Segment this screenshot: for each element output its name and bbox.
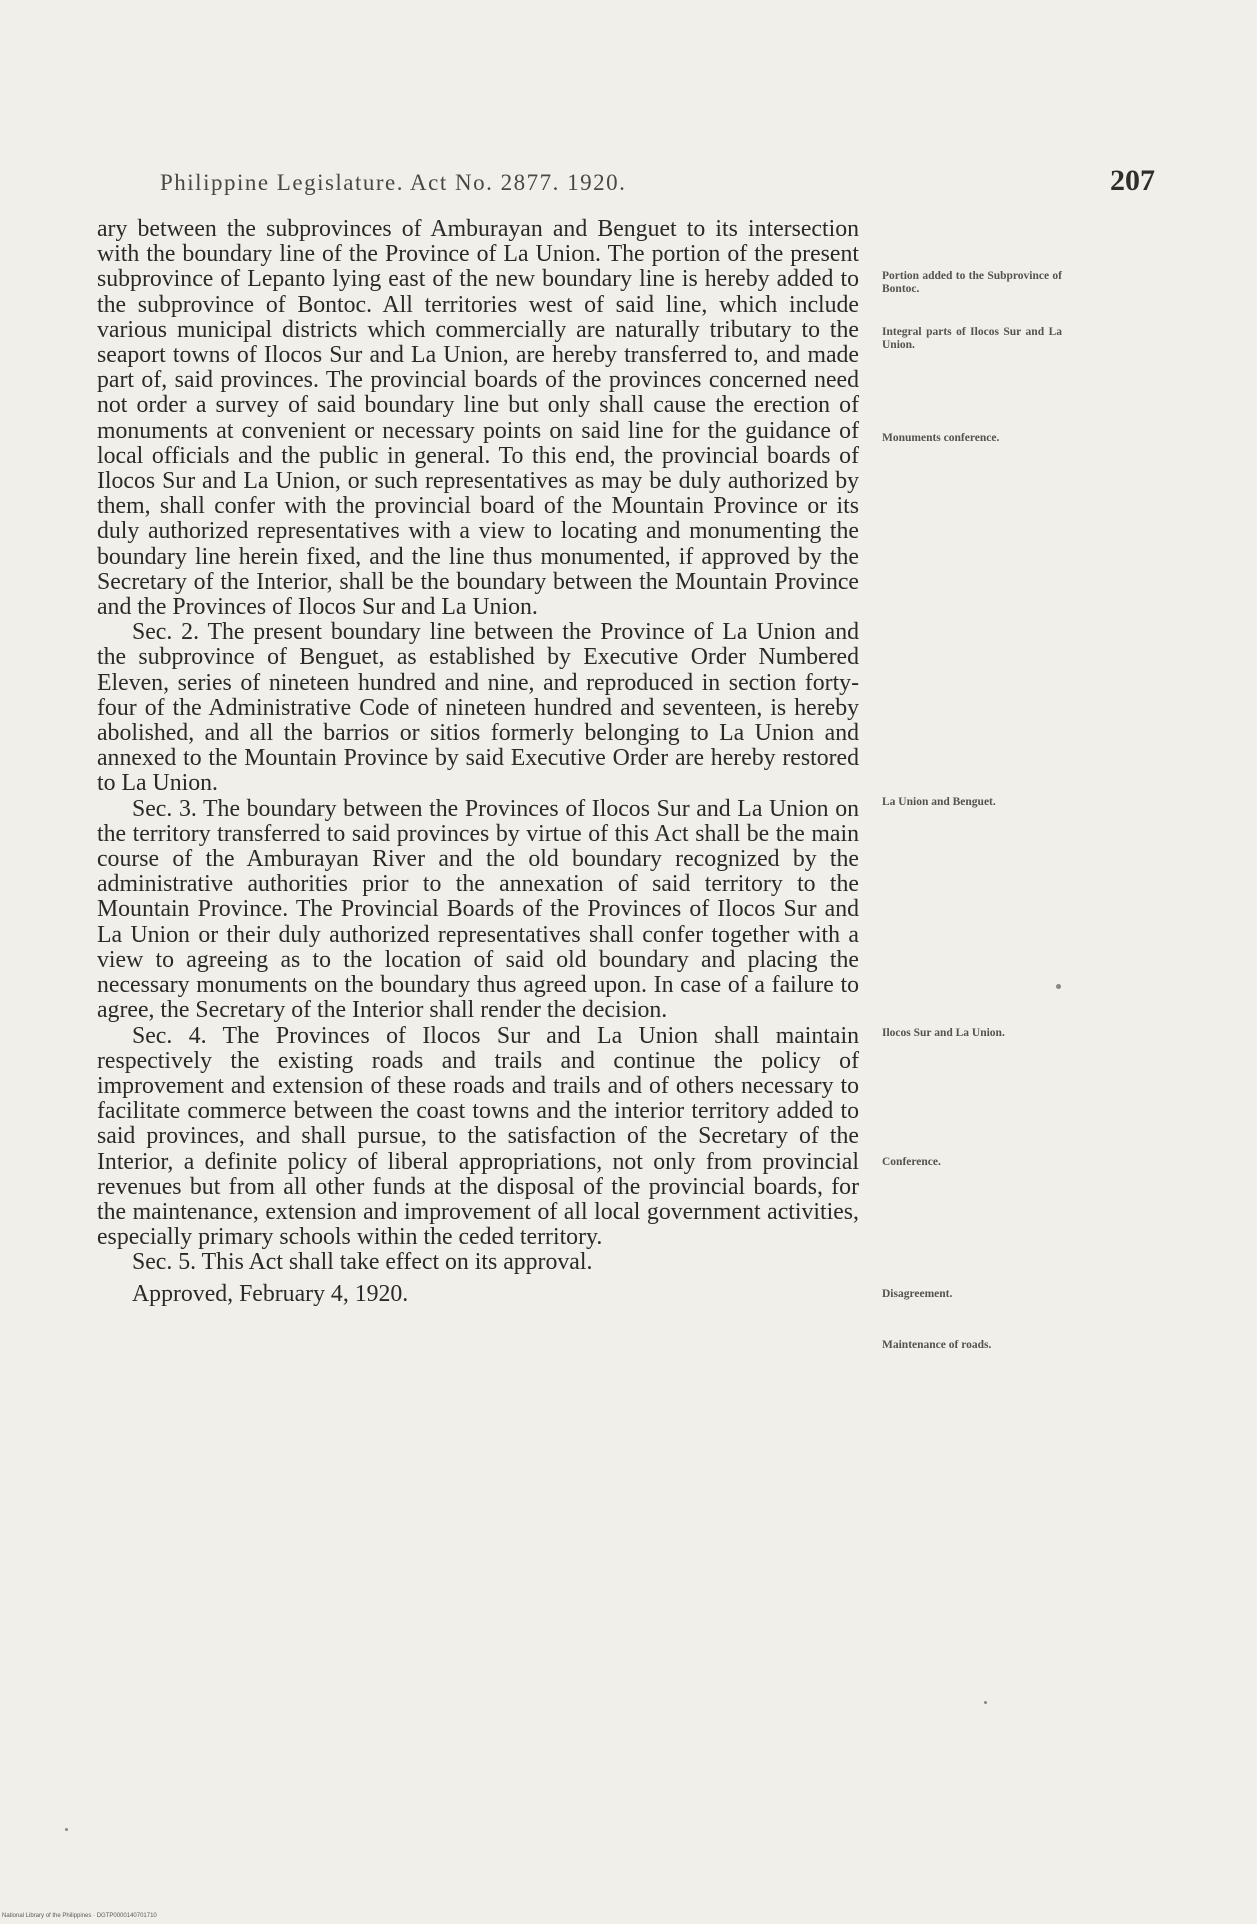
scan-speck <box>65 1828 68 1831</box>
scan-footer: National Library of the Philippines · DGTP0000140701710 <box>2 1913 157 1919</box>
paragraph-section-4: Sec. 4. The Provinces of Ilocos Sur and La Union shall maintain respectively the existing roads and trails and continue the policy of improvement and extension of these roads and trails and of others necessary to facilitate commerce between the coast towns and the interior territory added to said provinces, and shall pursue, to the satisfaction of the Secretary of the Interior, a definite policy of liberal appropriations, not only from provincial revenues but from all other funds at the disposal of the provincial boards, for the maintenance, extension and improvement of all local government activities, especially primary schools within the ceded territory. <box>97 1022 859 1251</box>
paragraph-section-2: Sec. 2. The present boundary line between the Province of La Union and the subprovince of Benguet, as established by Executive Order Numbered Eleven, series of nineteen hundred and nine, and reproduced in section forty-four of the Administrative Code of nineteen hundred and seventeen, is hereby abolished, and all the barrios or sitios formerly belonging to La Union and annexed to the Mountain Province by said Executive Order are hereby restored to La Union. <box>97 619 859 797</box>
marginal-note: Monuments conference. <box>882 432 1000 444</box>
paragraph-section-3: Sec. 3. The boundary between the Provinces of Ilocos Sur and La Union on the territory transferred to said provinces by virtue of this Act shall be the main course of the Amburayan River and the old boundary recognized by the administrative authorities prior to the annexation of said territory to the Mountain Province. The Provincial Boards of the Provinces of Ilocos Sur and La Union or their duly authorized representatives shall confer together with a view to agreeing as to the location of said old boundary and placing the necessary monuments on the boundary thus agreed upon. In case of a failure to agree, the Secretary of the Interior shall render the decision. <box>97 795 859 1024</box>
running-head-title: Philippine Legislature. Act No. 2877. 1920. <box>160 170 627 195</box>
marginal-note: Conference. <box>882 1156 941 1168</box>
body-text <box>97 217 859 1307</box>
paragraph-section-5: Sec. 5. This Act shall take effect on its approval. <box>132 1249 593 1276</box>
marginal-note: Integral parts of Ilocos Sur and La Union. <box>882 326 1062 351</box>
scan-speck <box>1056 984 1061 989</box>
marginal-note: La Union and Benguet. <box>882 796 996 808</box>
marginal-note: Portion added to the Subprovince of Bontoc. <box>882 270 1062 295</box>
approval-line: Approved, February 4, 1920. <box>132 1280 409 1307</box>
marginal-note: Maintenance of roads. <box>882 1339 992 1351</box>
running-head <box>160 164 1155 204</box>
page-number: 207 <box>1110 164 1155 197</box>
marginal-note: Ilocos Sur and La Union. <box>882 1027 1005 1039</box>
paragraph-continued: ary between the subprovinces of Amburayan and Benguet to its intersection with the boundary line of the Province of La Union. The portion of the present subprovince of Lepanto lying east of the new boundary line is hereby added to the subprovince of Bontoc. All territories west of said line, which include various municipal districts which commercially are naturally tributary to the seaport towns of Ilocos Sur and La Union, are hereby transferred to, and made part of, said provinces. The provincial boards of the provinces concerned need not order a survey of said boundary line but only shall cause the erection of monuments at convenient or necessary points on said line for the guidance of local officials and the public in general. To this end, the provincial boards of Ilocos Sur and La Union, or such representatives as may be duly authorized by them, shall confer with the provincial board of the Mountain Province or its duly authorized representatives with a view to locating and monumenting the boundary line herein fixed, and the line thus monumented, if approved by the Secretary of the Interior, shall be the boundary between the Mountain Province and the Provinces of Ilocos Sur and La Union. <box>97 216 859 621</box>
marginal-note: Disagreement. <box>882 1288 953 1300</box>
scan-speck <box>984 1701 987 1704</box>
